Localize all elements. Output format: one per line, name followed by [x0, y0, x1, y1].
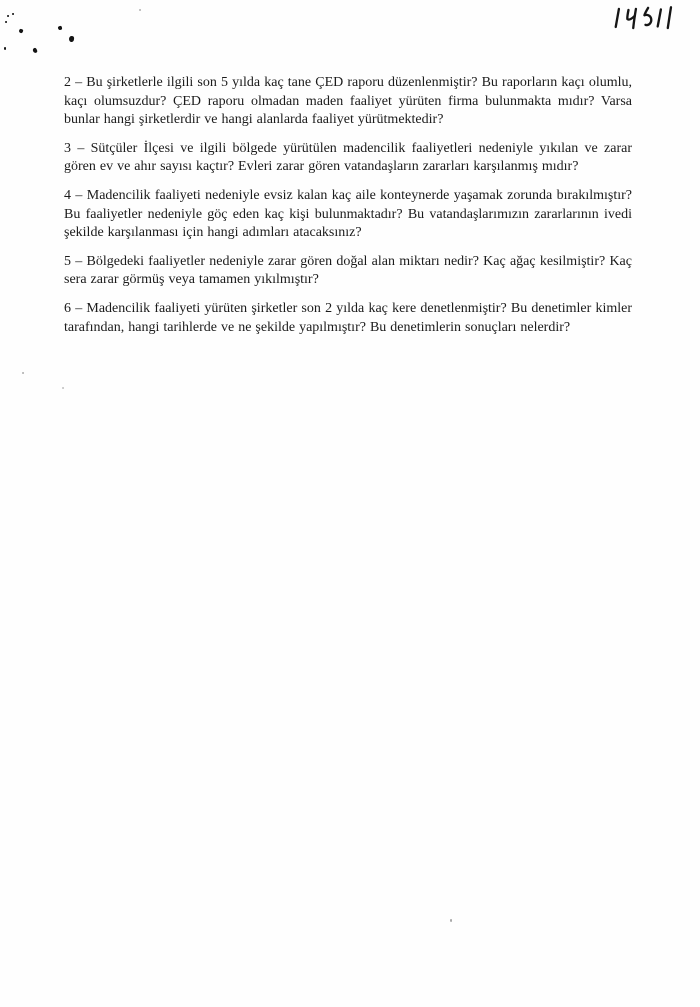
question-list [64, 74, 632, 347]
ink-speck [69, 36, 75, 43]
handwritten-page-number [612, 4, 680, 34]
ink-speck [32, 47, 38, 53]
ink-speck [450, 919, 452, 922]
handwritten-page-number-text [0, 0, 1, 1]
ink-speck [5, 21, 7, 23]
ink-speck [12, 13, 14, 15]
ink-speck [58, 26, 63, 31]
ink-speck [4, 47, 6, 50]
question-paragraph-4: 4 – Madencilik faaliyeti nedeniyle evsiz kalan kaç aile konteynerde yaşamak zorunda bırakılmıştır? Bu faaliyetler nedeniyle göç eden kaç kişi bulunmaktadır? Bu vatandaşlarımızın zararlarının ivedi şekilde karşılanması için hangi adımları atacaksınız? [64, 187, 632, 241]
ink-speck [139, 9, 141, 11]
question-paragraph-2: 2 – Bu şirketlerle ilgili son 5 yılda kaç tane ÇED raporu düzenlenmiştir? Bu raporların kaçı olumlu, kaçı olumsuzdur? ÇED raporu olmadan maden faaliyet yürüten firma bulunmakta mıdır? Varsa bunlar hangi şirketlerdir ve hangi alanlarda faaliyet yürütmektedir? [64, 75, 632, 128]
ink-speck [62, 387, 64, 389]
question-paragraph-6: 6 – Madencilik faaliyeti yürüten şirketler son 2 yılda kaç kere denetlenmiştir? Bu denetimler kimler tarafından, hangi tarihlerde ve ne şekilde yapılmıştır? Bu denetimlerin sonuçları nelerdir? [64, 300, 632, 335]
ink-speck [7, 15, 9, 17]
ink-speck [22, 372, 24, 374]
question-paragraph-3: 3 – Sütçüler İlçesi ve ilgili bölgede yürütülen madencilik faaliyetleri nedeniyle yıkılan ve zarar gören ev ve ahır sayısı kaçtır? Evleri zarar gören vatandaşların zararları karşılanmış mıdır? [64, 140, 632, 175]
ink-speck [18, 28, 23, 33]
question-paragraph-5: 5 – Bölgedeki faaliyetler nedeniyle zarar gören doğal alan miktarı nedir? Kaç ağaç kesilmiştir? Kaç sera zarar görmüş veya tamamen yıkılmıştır? [64, 253, 632, 288]
